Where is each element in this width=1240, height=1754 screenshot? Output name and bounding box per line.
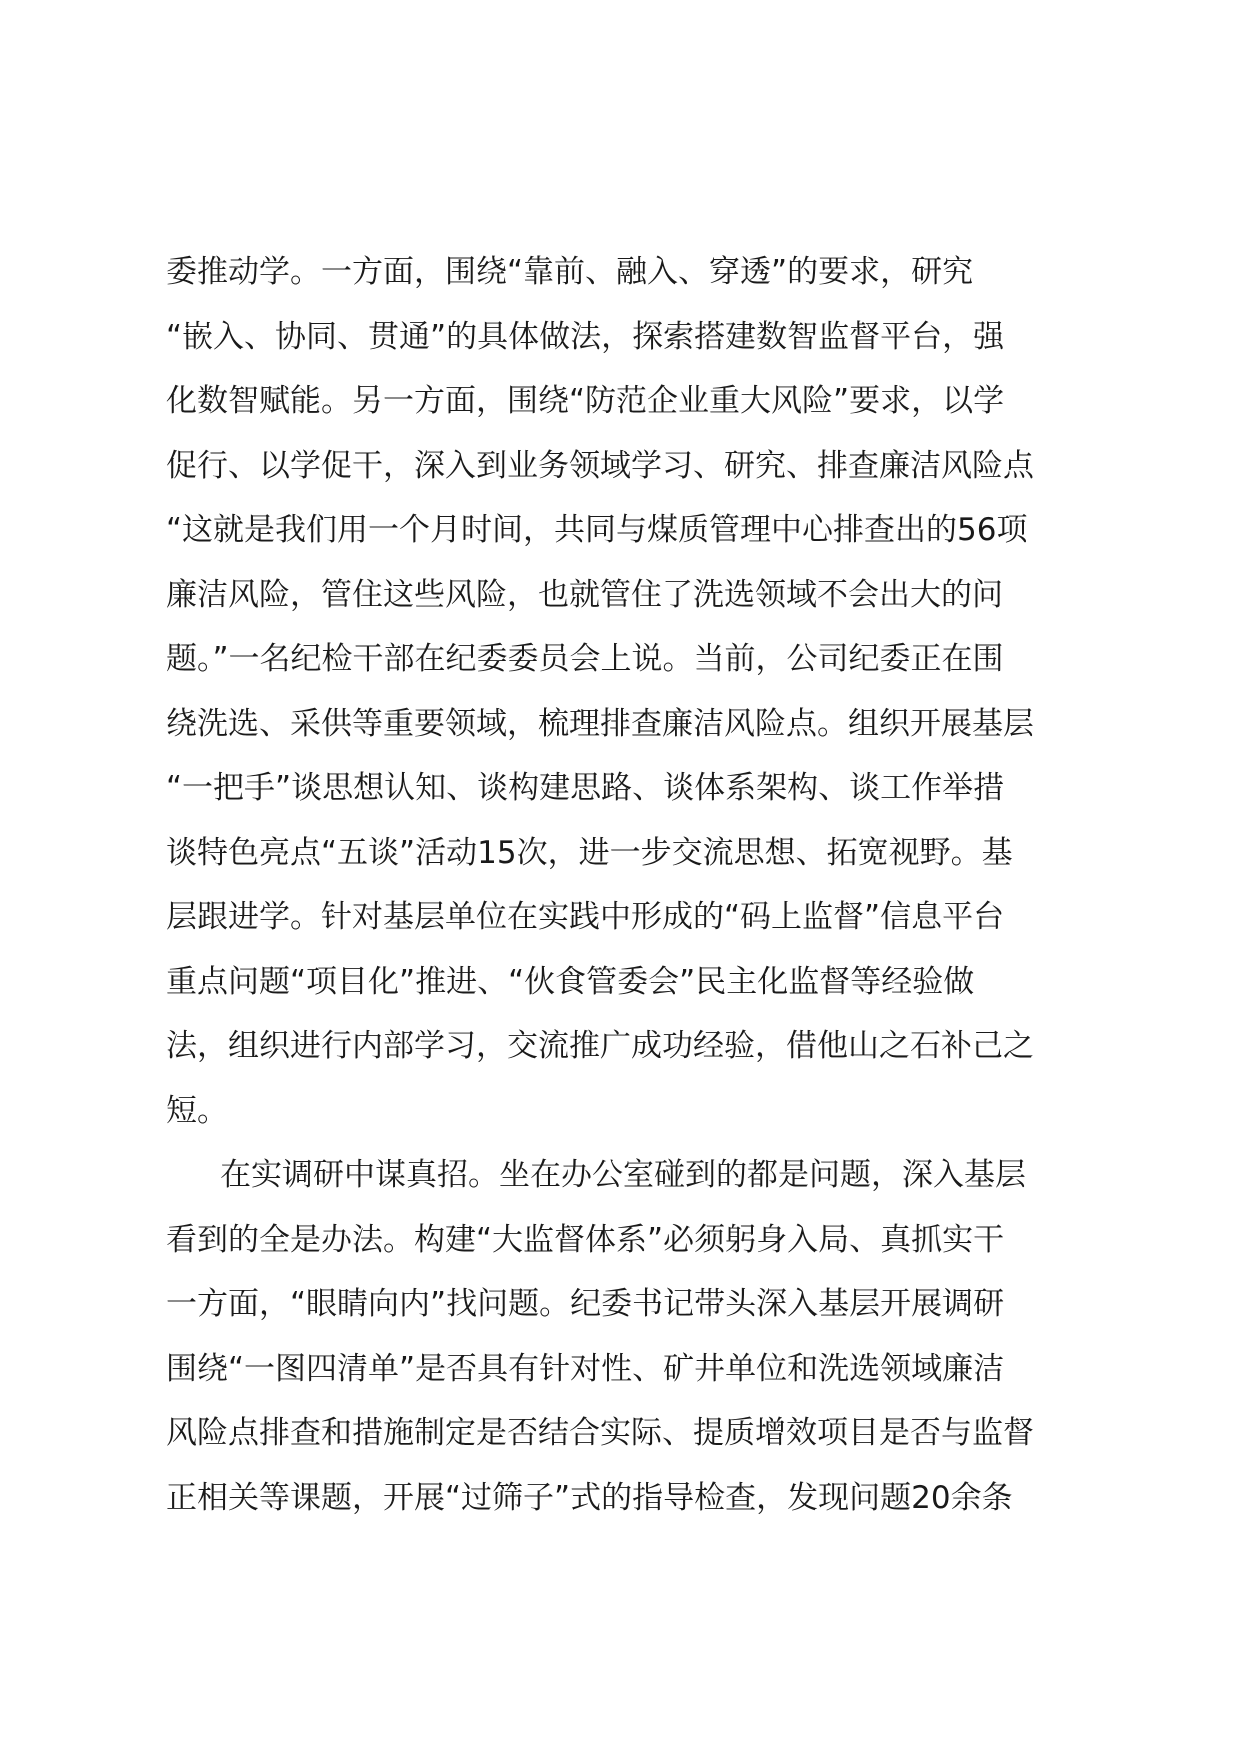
text-line: 一方面，“眼睛向内”找问题。纪委书记带头深入基层开展调研 <box>166 1286 1005 1322</box>
text-line: 看到的全是办法。构建“大监督体系”必须躬身入局、真抓实干 <box>166 1221 1005 1258</box>
text-line: “这就是我们用一个月时间，共同与煤质管理中心排查出的56项 <box>166 512 1028 548</box>
text-line: 委推动学。一方面，围绕“靠前、融入、穿透”的要求，研究 <box>166 254 974 290</box>
text-line: “一把手”谈思想认知、谈构建思路、谈体系架构、谈工作举措 <box>166 770 1005 806</box>
text-line: 层跟进学。针对基层单位在实践中形成的“码上监督”信息平台 <box>166 899 1005 935</box>
text-line: 法，组织进行内部学习，交流推广成功经验，借他山之石补己之 <box>166 1028 1034 1064</box>
text-line: 谈特色亮点“五谈”活动15次，进一步交流思想、拓宽视野。基 <box>166 834 1013 871</box>
text-line: 廉洁风险，管住这些风险，也就管住了洗选领域不会出大的问 <box>166 576 1003 613</box>
paragraph-first-line: 在实调研中谋真招。坐在办公室碰到的都是问题，深入基层 <box>220 1157 1026 1193</box>
text-line: 题。”一名纪检干部在纪委委员会上说。当前，公司纪委正在围 <box>166 641 1004 677</box>
text-line: 围绕“一图四清单”是否具有针对性、矿井单位和洗选领域廉洁 <box>166 1350 1005 1387</box>
text-line: 绕洗选、采供等重要领域，梳理排查廉洁风险点。组织开展基层 <box>166 705 1034 742</box>
text-line: 短。 <box>166 1092 228 1129</box>
body-text <box>166 240 1106 1530</box>
text-line: 风险点排查和措施制定是否结合实际、提质增效项目是否与监督 <box>166 1415 1034 1451</box>
text-line: “嵌入、协同、贯通”的具体做法，探索搭建数智监督平台，强 <box>166 318 1005 355</box>
text-line: 化数智赋能。另一方面，围绕“防范企业重大风险”要求，以学 <box>166 383 1005 419</box>
text-line: 促行、以学促干，深入到业务领域学习、研究、排查廉洁风险点 <box>166 447 1034 484</box>
text-line: 重点问题“项目化”推进、“伙食管委会”民主化监督等经验做 <box>166 963 975 1000</box>
text-line: 正相关等课题，开展“过筛子”式的指导检查，发现问题20余条 <box>166 1479 1013 1516</box>
